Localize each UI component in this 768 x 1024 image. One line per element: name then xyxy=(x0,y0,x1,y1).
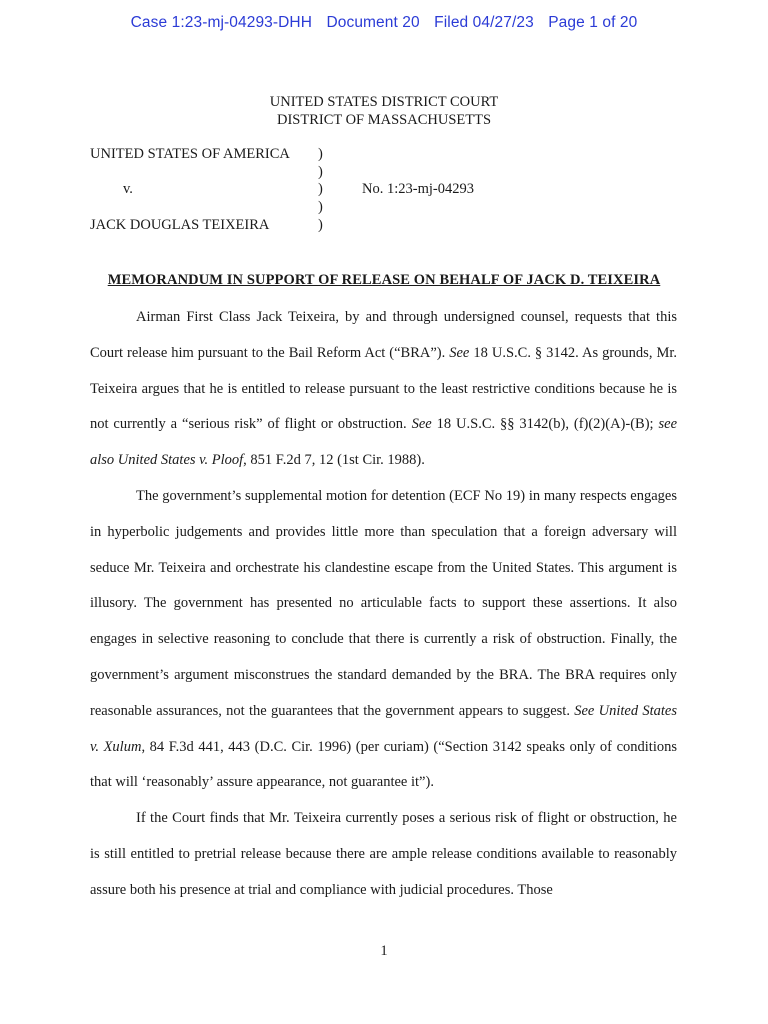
page-indicator: Page 1 of 20 xyxy=(548,14,638,31)
defendant-name: JACK DOUGLAS TEIXEIRA xyxy=(90,216,270,233)
court-name: UNITED STATES DISTRICT COURT xyxy=(269,94,499,110)
case-caption xyxy=(90,146,690,234)
page-number: 1 xyxy=(380,943,388,959)
versus: v. xyxy=(123,181,133,198)
caption-paren: ) xyxy=(318,216,323,233)
case-number-caption: No. 1:23-mj-04293 xyxy=(362,181,474,198)
memorandum-body xyxy=(90,300,677,909)
paragraph-2: The government’s supplemental motion for detention (ECF No 19) in many respects engages in hyperbolic judgements and provides little more than speculation that a foreign adversary will seduce Mr. Teixeira and orchestrate his clandestine escape from the United States. This argument is illusory. The government has presented no articulable facts to support these assertions. It also engages in selective reasoning to conclude that there is currently a risk of obstruction. Finally, the government’s argument misconstrues the standard demanded by the BRA. The BRA requires only reasonable assurances, not the guarantees that the government appears to suggest. See United States v. Xulum, 84 F.3d 441, 443 (D.C. Cir. 1996) (per curiam) (“Section 3142 speaks only of conditions that will ‘reasonably’ assure appearance, not guarantee it”). xyxy=(90,487,678,791)
document-title: MEMORANDUM IN SUPPORT OF RELEASE ON BEHALF OF JACK D. TEIXEIRA xyxy=(107,272,661,288)
caption-paren: ) xyxy=(318,146,323,162)
caption-paren: ) xyxy=(318,181,323,198)
plaintiff-name: UNITED STATES OF AMERICA xyxy=(90,146,290,162)
document-number: Document 20 xyxy=(326,14,420,31)
court-district: DISTRICT OF MASSACHUSETTS xyxy=(276,112,492,128)
caption-paren: ) xyxy=(318,199,323,216)
court-heading xyxy=(0,93,768,129)
filed-date: Filed 04/27/23 xyxy=(434,14,534,31)
case-number: Case 1:23-mj-04293-DHH xyxy=(130,14,313,31)
paragraph-3: If the Court finds that Mr. Teixeira currently poses a serious risk of flight or obstruction, he is still entitled to pretrial release because there are ample release conditions available to reasonably assure both his presence at trial and compliance with judicial procedures. Those xyxy=(90,810,677,898)
caption-paren: ) xyxy=(318,163,323,180)
case-header-stamp xyxy=(0,14,768,32)
paragraph-1: Airman First Class Jack Teixeira, by and through undersigned counsel, requests that this Court release him pursuant to the Bail Reform Act (“BRA”). See 18 U.S.C. § 3142. As grounds, Mr. Teixeira argues that he is entitled to release pursuant to the least restrictive conditions because he is not currently a “serious risk” of flight or obstruction. See 18 U.S.C. §§ 3142(b), (f)(2)(A)-(B); see also United States v. Ploof, 851 F.2d 7, 12 (1st Cir. 1988). xyxy=(90,309,677,469)
